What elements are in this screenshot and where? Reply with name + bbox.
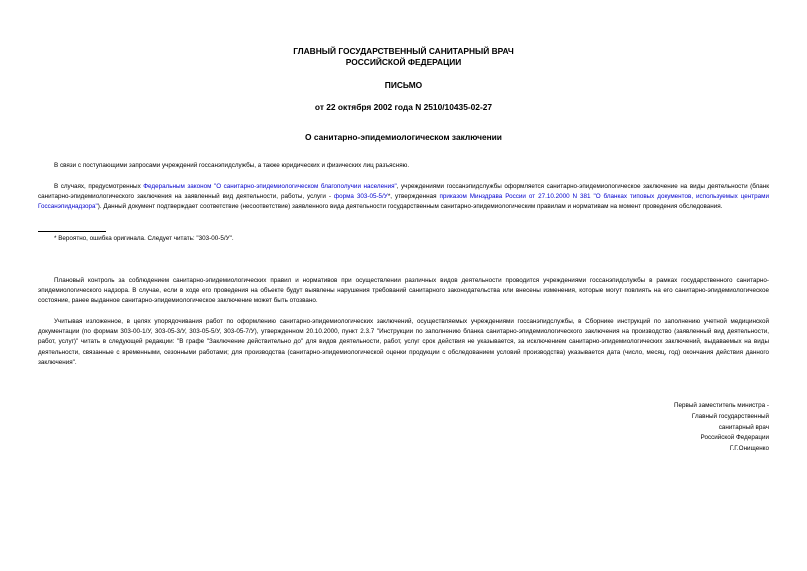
document-subject: О санитарно-эпидемиологическом заключении xyxy=(305,132,502,142)
signature-line-4: Российской Федерации xyxy=(700,434,769,442)
paragraph-1: В связи с поступающими запросами учреждений госсанэпидслужбы, а также юридических и физических лиц разъясняю. xyxy=(54,162,410,169)
paragraph-2-text-4: ). Данный документ подтверждает соответствие (несоответствие) заявленного вида деятельности государственным санитарно-эпидемиологическим правилам и нормативам на момент проведения обследования. xyxy=(97,203,723,211)
form-link[interactable]: форма 303-05-5/У xyxy=(333,193,388,201)
paragraph-3: Плановый контроль за соблюдением санитарно-эпидемиологических правил и нормативов при осуществлении различных видов деятельности проводится учреждениями госсанэпидслужбы в рамках государственного санитарно-эпидемиологического надзора. В случае, если в ходе его проведения на объекте будут выявлены нарушения требований санитарного законодательства или внесены изменения, которые могут повлиять на его санитарно-эпидемиологическое состояние, ранее выданное санитарно-эпидемиологическое заключение может быть отозвано. xyxy=(38,277,769,305)
issuer-country: РОССИЙСКОЙ ФЕДЕРАЦИИ xyxy=(345,57,462,67)
paragraph-2 xyxy=(38,182,769,213)
document-type: ПИСЬМО xyxy=(384,80,423,90)
document-date-number: от 22 октября 2002 года N 2510/10435-02-27 xyxy=(314,102,493,112)
paragraph-4: Учитывая изложенное, в целях упорядочивания работ по оформлению санитарно-эпидемиологических заключений, осуществляемых учреждениями госсанэпидслужбы, в Сборнике инструкций по заполнению учетной медицинской документации (по формам 303-00-1/У, 303-05-3/У, 303-05-5/У, 303-05-7/У), утвержденном 20.10.2000, пункт 2.3.7 "Инструкции по заполнению бланка санитарно-эпидемиологического заключения на производство (заявленный вид деятельности, работ, услуг)" читать в следующей редакции: "В графе "Заключение действительно до" для видов деятельности, работ, услуг срок действия не указывается, за исключением санитарно-эпидемиологических заключений, выдаваемых на виды деятельности, связанные с временными, сезонными работами; для производства (санитарно-эпидемиологической оценки продукции с обследованием условий производства) указывается дата (число, месяц, год) окончания действия данного заключения". xyxy=(38,318,769,366)
order-link[interactable]: приказом Минздрава России от 27.10.2000 N 381 "О бланках типовых документов, используемых центрами Госсанэпиднадзора" xyxy=(38,193,769,211)
paragraph-2-text-2: , учреждениями госсанэпидслужбы оформляется санитарно-эпидемиологическое заключение на виды деятельности (бланк санитарно-эпидемиологического заключения на заявленный вид деятельности, работы, услуги - xyxy=(38,183,769,201)
footnote: * Вероятно, ошибка оригинала. Следует читать: "303-00-5/У". xyxy=(54,235,234,242)
signature-line-3: санитарный врач xyxy=(718,423,769,431)
issuer-title: ГЛАВНЫЙ ГОСУДАРСТВЕННЫЙ САНИТАРНЫЙ ВРАЧ xyxy=(293,46,514,56)
footnote-divider xyxy=(38,231,106,232)
signature-block xyxy=(569,401,769,455)
signatory-name: Г.Г.Онищенко xyxy=(729,445,769,453)
paragraph-2-text-1: В случаях, предусмотренных xyxy=(54,183,144,190)
signature-line-2: Главный государственный xyxy=(691,412,769,420)
federal-law-link[interactable]: Федеральным законом "О санитарно-эпидемиологическом благополучии населения" xyxy=(143,183,397,190)
paragraph-2-text-3: *, утвержденная xyxy=(387,193,440,201)
signature-line-1: Первый заместитель министра - xyxy=(674,402,769,409)
